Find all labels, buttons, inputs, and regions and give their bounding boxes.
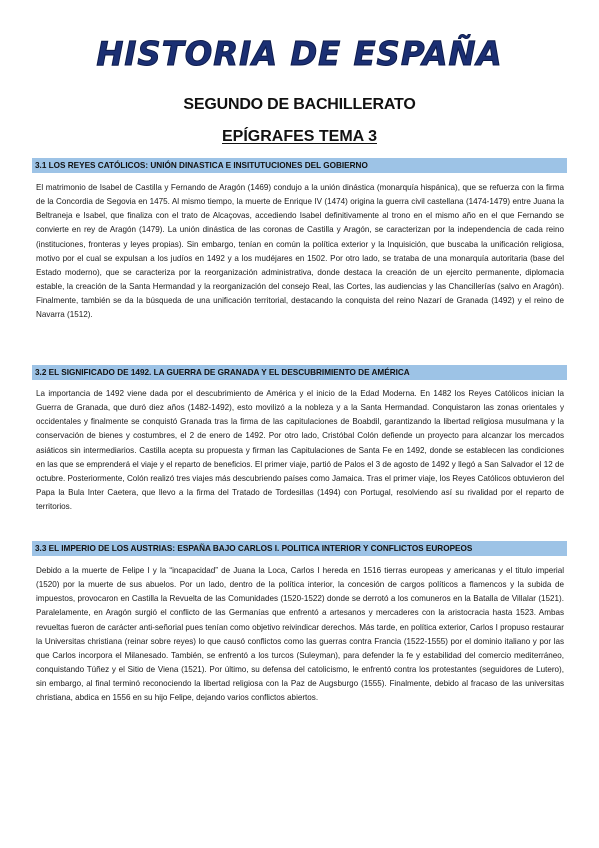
section-body-3-1: El matrimonio de Isabel de Castilla y Fernando de Aragón (1469) condujo a la unión dinástica (monarquía hispánica), que se refuerza con la firma de la Concordia de Segovia en 1475. Al mismo tiempo, la muerte de Enrique IV (1474) origina la guerra civil castellana (1474-1479) entre Juana la Beltraneja e Isabel, que finaliza con el trato de Alcaçovas, accediendo Isabel definitivamente al trono en el mismo año en el que Fernando se convierte en rey de Aragón (1479). La unión dinástica de las coronas de Castilla y Aragón, se caracterizan por la independencia de cada reino (instituciones, fronteras y leyes propias). Sin embargo, tenían en común la política exterior y la Inquisición, que buscaba la unificación religiosa, motivo por el cual se expulsan a los judíos en 1492 y a los mudéjares en 1502. Por otro lado, se trataba de una monarquía autoritaria (base del Estado moderno), que se caracteriza por la reorganización administrativa, donde destaca la creación de un ejercito permanente, diplomacia estable, la creación de la Santa Hermandad y la reorganización del consejo Real, las Cortes, las audiencias y las Chancillerías (salvo en Aragón). Finalmente, también se da la búsqueda de una unificación territorial, destacando la conquista del reino Nazarí de Granada (1492) y el reino de Navarra (1512). (36, 183, 564, 320)
document-heading (0, 128, 599, 146)
section-body-3-3: Debido a la muerte de Felipe I y la “incapacidad” de Juana la Loca, Carlos I hereda en 1516 tierras europeas y americanas y el titulo imperial (1520) por la muerte de sus abuelos. Por un lado, dentro de la política interior, la concesión de cargos políticos a flamencos y la subida de impuestos, provocaron en Castilla la Revuelta de las Comunidades (1520-1522) donde se derrotó a los comuneros en la Batalla de Villalar (1521). Paralelamente, en Aragón surgió el conflicto de las Germanías que enfrentó a artesanos y mercaderes con la aristocracia hasta 1523. Ambas revueltas fueron de carácter anti-señorial pues tenían como objetivo reivindicar derechos. Más tarde, en política exterior, Carlos I propuso restaurar la Universitas christiana (reinar sobre reyes) lo que causó conflictos como las guerras contra Francia (1522-1555) por el dominio italiano y por las que Carlos incorpora el Milanesado. También, se enfrentó a los turcos (Suleyman), para defender la fe y estabilidad del comercio mediterráneo, conquistando Túñez y el Sitio de Viena (1521). Por último, su defensa del catolicismo, le enfrentó contra los protestantes (seguidores de Lutero), sin embargo, al final terminó reconociendo la libertad religiosa con la Paz de Augsburgo (1555). Finalmente, debido al fracaso de las universitas christiana, abdica en 1556 en su hijo Felipe, dejando varios conflictos abiertos. (36, 566, 564, 703)
document-title: HISTORIA DE ESPAÑA (96, 34, 503, 73)
section-header-3-2: 3.2 EL SIGNIFICADO DE 1492. LA GUERRA DE GRANADA Y EL DESCUBRIMIENTO DE AMÉRICA (32, 365, 567, 380)
section-body-3-2: La importancia de 1492 viene dada por el descubrimiento de América y el inicio de la Edad Moderna. En 1482 los Reyes Católicos inician la Guerra de Granada, que duró diez años (1482-1492), esto movilizó a la nobleza y a la Santa Hermandad. Conquistaron las zonas orientales y occidentales y finalmente se conquistó Granada tras la firma de las capitulaciones de Boabdil, garantizando la libertad religiosa musulmana y la conservación de bienes y costumbres, el 2 de enero de 1492. Por otro lado, Cristóbal Colón defiende un proyecto para alcanzar los mercados asiáticos sin intermediarios. Castilla acepta su propuesta y firman las Capitulaciones de Santa Fe en 1492, donde se establecen las condiciones en las que se emprenderá el viaje y el reparto de beneficios. El primer viaje, partió de Palos el 3 de agosto de 1492 y llegó a San Salvador el 12 de octubre. Posteriormente, Colón realizó tres viajes más descubriendo países como Jamaica. Tras el primer viaje, los Reyes Católicos obtuvieron del Papa la Bula Inter Caetera, que llevo a la firma del Tratado de Tordesillas (1494) con Portugal, resolviendo así su rivalidad por el reparto de territorios. (36, 389, 564, 512)
document-subtitle: SEGUNDO DE BACHILLERATO (183, 96, 416, 113)
document-heading-text: EPÍGRAFES TEMA 3 (222, 128, 377, 145)
section-header-3-1: 3.1 LOS REYES CATÓLICOS: UNIÓN DINASTICA E INSITUTUCIONES DEL GOBIERNO (32, 158, 567, 173)
section-header-3-3: 3.3 EL IMPERIO DE LOS AUSTRIAS: ESPAÑA BAJO CARLOS I. POLITICA INTERIOR Y CONFLICTOS EUROPEOS (32, 541, 567, 556)
